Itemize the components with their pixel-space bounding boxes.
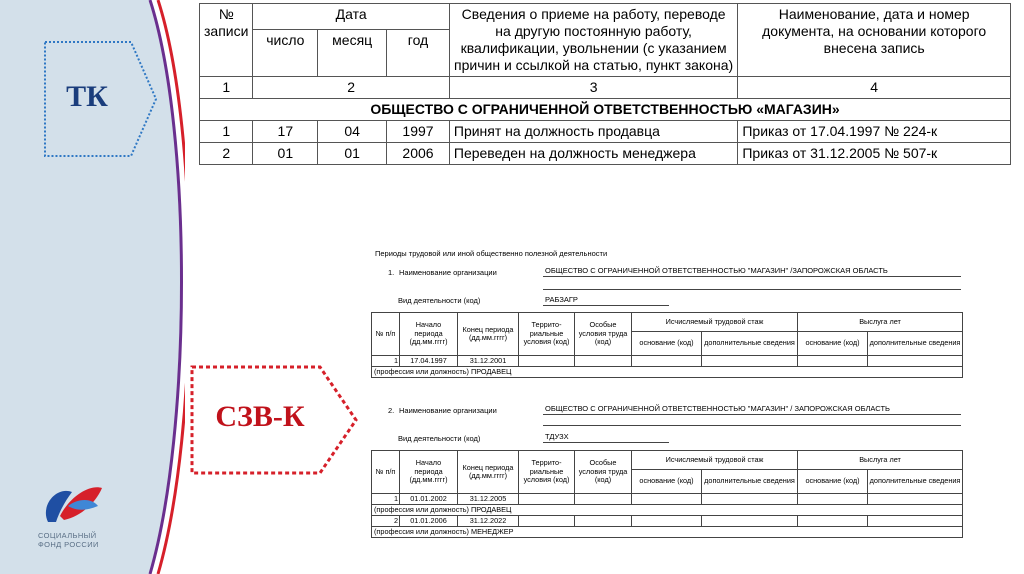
h-start: Начало периода (дд.мм.гггг) xyxy=(400,451,458,494)
h-basis: основание (код) xyxy=(798,332,868,356)
h-service: Выслуга лет xyxy=(798,313,963,332)
tk-row-month: 01 xyxy=(318,143,387,165)
logo-line-1: СОЦИАЛЬНЫЙ xyxy=(38,531,97,540)
table-row xyxy=(372,356,963,367)
h-extra: дополнительные сведения xyxy=(868,470,963,494)
szvk-title: Периоды трудовой или иной общественно полезной деятельности xyxy=(375,249,608,258)
h-num: № п/п xyxy=(372,451,400,494)
tk-org-name: ОБЩЕСТВО С ОГРАНИЧЕННОЙ ОТВЕТСТВЕННОСТЬЮ «МАГАЗИН» xyxy=(200,99,1011,121)
h-basis: основание (код) xyxy=(798,470,868,494)
logo-caption xyxy=(38,531,99,549)
block-1-kind-value: РАБЗАГР xyxy=(545,295,578,304)
block-1-org-label: Наименование организации xyxy=(399,268,497,277)
row-num: 1 xyxy=(372,494,400,505)
h-calc: Исчисляемый трудовой стаж xyxy=(632,313,798,332)
prof-label: (профессия или должность) xyxy=(374,526,469,536)
sfr-logo-icon xyxy=(38,476,108,526)
tk-header-date: Дата xyxy=(253,4,449,30)
tk-label: ТК xyxy=(66,80,108,113)
tk-header-info: Сведения о приеме на работу, переводе на другую постоянную работу, квалификации, увольнении (с указанием причин и ссылкой на статью, пункт закона) xyxy=(449,4,737,77)
underline xyxy=(543,442,669,443)
h-basis: основание (код) xyxy=(632,332,702,356)
row-start: 17.04.1997 xyxy=(400,356,458,367)
block-2-org-label: Наименование организации xyxy=(399,406,497,415)
h-calc: Исчисляемый трудовой стаж xyxy=(632,451,798,470)
tk-row-doc: Приказ от 31.12.2005 № 507-к xyxy=(738,143,1011,165)
row-profession xyxy=(372,505,963,516)
row-start: 01.01.2002 xyxy=(400,494,458,505)
table-row xyxy=(372,367,963,378)
block-2-org-value: ОБЩЕСТВО С ОГРАНИЧЕННОЙ ОТВЕТСТВЕННОСТЬЮ "МАГАЗИН" / ЗАПОРОЖСКАЯ ОБЛАСТЬ xyxy=(545,404,890,413)
tk-row-num: 1 xyxy=(200,121,253,143)
table-row xyxy=(372,516,963,527)
h-extra: дополнительные сведения xyxy=(702,332,798,356)
h-service: Выслуга лет xyxy=(798,451,963,470)
tk-row-year: 2006 xyxy=(387,143,450,165)
tk-row-info: Принят на должность продавца xyxy=(449,121,737,143)
h-extra: дополнительные сведения xyxy=(868,332,963,356)
table-row xyxy=(200,121,1011,143)
prof-value: МЕНЕДЖЕР xyxy=(470,526,514,536)
h-end: Конец периода (дд.мм.гггг) xyxy=(458,313,519,356)
underline xyxy=(543,289,961,290)
tk-colnum-2: 2 xyxy=(253,77,449,99)
row-start: 01.01.2006 xyxy=(400,516,458,527)
h-special: Особые условия труда (код) xyxy=(575,451,632,494)
block-1-table xyxy=(371,312,963,378)
tk-header-day: число xyxy=(253,30,318,77)
block-1-org-value: ОБЩЕСТВО С ОГРАНИЧЕННОЙ ОТВЕТСТВЕННОСТЬЮ "МАГАЗИН" /ЗАПОРОЖСКАЯ ОБЛАСТЬ xyxy=(545,266,888,275)
h-terr: Террито-риальные условия (код) xyxy=(519,313,575,356)
prof-value: ПРОДАВЕЦ xyxy=(470,366,512,376)
underline xyxy=(543,414,961,415)
underline xyxy=(543,305,669,306)
h-start: Начало периода (дд.мм.гггг) xyxy=(400,313,458,356)
block-2-table xyxy=(371,450,963,538)
prof-label: (профессия или должность) xyxy=(374,366,469,376)
prof-value: ПРОДАВЕЦ xyxy=(470,504,512,514)
h-end: Конец периода (дд.мм.гггг) xyxy=(458,451,519,494)
table-row xyxy=(372,494,963,505)
tk-table xyxy=(199,3,1011,165)
h-special: Особые условия труда (код) xyxy=(575,313,632,356)
tk-colnum-3: 3 xyxy=(449,77,737,99)
prof-label: (профессия или должность) xyxy=(374,504,469,514)
block-1-kind-label: Вид деятельности (код) xyxy=(398,296,481,305)
table-row xyxy=(200,143,1011,165)
underline xyxy=(543,425,961,426)
tk-row-month: 04 xyxy=(318,121,387,143)
table-row xyxy=(372,527,963,538)
tk-header-year: год xyxy=(387,30,450,77)
table-row xyxy=(372,505,963,516)
h-extra: дополнительные сведения xyxy=(702,470,798,494)
logo-line-2: ФОНД РОССИИ xyxy=(38,540,99,549)
tk-row-num: 2 xyxy=(200,143,253,165)
tk-colnum-1: 1 xyxy=(200,77,253,99)
row-end: 31.12.2022 xyxy=(458,516,519,527)
row-end: 31.12.2005 xyxy=(458,494,519,505)
tk-row-info: Переведен на должность менеджера xyxy=(449,143,737,165)
row-end: 31.12.2001 xyxy=(458,356,519,367)
tk-row-day: 01 xyxy=(253,143,318,165)
szvk-label: СЗВ-К xyxy=(215,400,305,433)
row-num: 1 xyxy=(372,356,400,367)
row-profession xyxy=(372,367,963,378)
block-2-kind-label: Вид деятельности (код) xyxy=(398,434,481,443)
row-profession xyxy=(372,527,963,538)
h-basis: основание (код) xyxy=(632,470,702,494)
block-1-index: 1. xyxy=(388,268,395,277)
h-terr: Террито-риальные условия (код) xyxy=(519,451,575,494)
underline xyxy=(543,276,961,277)
block-2-kind-value: ТДУЗХ xyxy=(545,432,569,441)
tk-row-doc: Приказ от 17.04.1997 № 224-к xyxy=(738,121,1011,143)
tk-row-year: 1997 xyxy=(387,121,450,143)
tk-header-num: № записи xyxy=(200,4,253,77)
block-2-index: 2. xyxy=(388,406,395,415)
row-num: 2 xyxy=(372,516,400,527)
tk-row-day: 17 xyxy=(253,121,318,143)
tk-header-doc: Наименование, дата и номер документа, на основании которого внесена запись xyxy=(738,4,1011,77)
tk-header-month: месяц xyxy=(318,30,387,77)
h-num: № п/п xyxy=(372,313,400,356)
tk-colnum-4: 4 xyxy=(738,77,1011,99)
